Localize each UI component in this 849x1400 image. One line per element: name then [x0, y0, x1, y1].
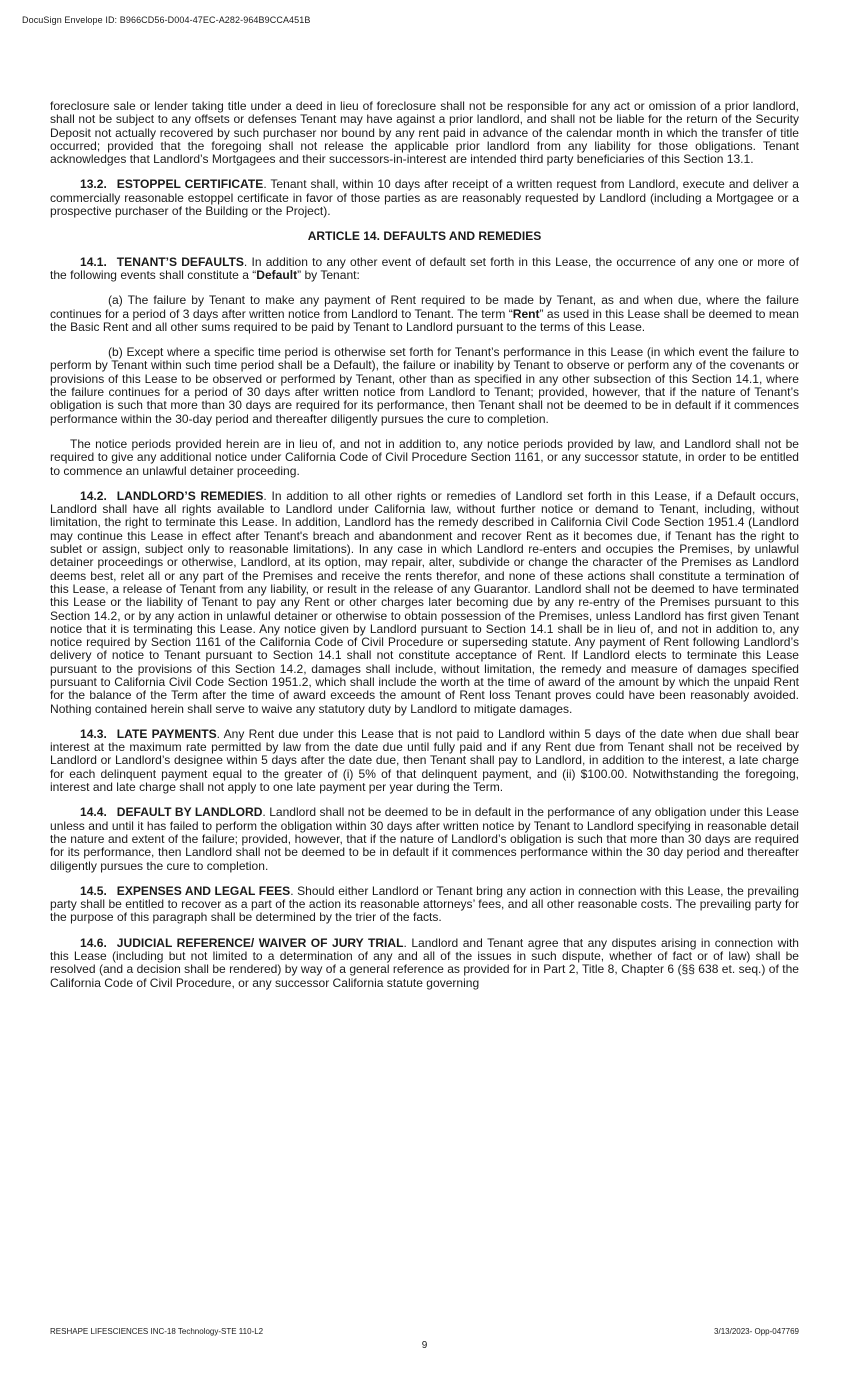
section-number: 14.4. — [80, 805, 107, 820]
section-13-2 — [50, 178, 799, 218]
item-a — [50, 294, 799, 334]
article-heading: ARTICLE 14. DEFAULTS AND REMEDIES — [307, 229, 542, 244]
document-body — [50, 100, 799, 1002]
section-title: JUDICIAL REFERENCE/ WAIVER OF JURY TRIAL — [116, 935, 404, 950]
section-14-3 — [50, 728, 799, 794]
section-number: 13.2. — [80, 177, 107, 192]
section-text: . In addition to all other rights or remedies of Landlord set forth in this Lease, if a Default occurs, Landlord shall have all rights available to Landlord under California law, without further notice or demand to Tenant, including, without limitation, the right to terminate this Lease. In addition, Landlord has the remedy described in California Civil Code Section 1951.4 (Landlord may continue this Lease in effect after Tenant's breach and abandonment and recover Rent as it becomes due, if Tenant has the right to sublet or assign, subject only to reasonable limitations). In any case in which Landlord re-enters and occupies the Premises, by unlawful detainer proceedings or otherwise, Landlord, at its option, may repair, alter, subdivide or change the character of the Premises as Landlord deems best, relet all or any part of the Premises and receive the rents therefor, and none of these actions shall constitute a termination of this Lease, a release of Tenant from any liability, or result in the release of any Guarantor. Landlord shall not be deemed to have terminated this Lease or the liability of Tenant to pay any Rent or other charges later becoming due by any re-entry of the Premises pursuant to this Section 14.2, or by any action in unlawful detainer or otherwise to obtain possession of the Premises, unless Landlord has first given Tenant notice that it is terminating this Lease. Any notice given by Landlord pursuant to Section 14.1 shall be in lieu of, and not in addition to, any notice required by Section 1161 of the California Code of Civil Procedure or superseding statute. Any payment of Rent following Landlord’s delivery of notice to Tenant pursuant to Section 14.1 shall not constitute acceptance of Rent. If Landlord elects to terminate this Lease pursuant to the provisions of this Section 14.2, damages shall include, without limitation, the remedy and measure of damages specified pursuant to California Civil Code Section 1951.2, which shall include the worth at the time of award of the amount by which the unpaid Rent for the balance of the Term after the time of award exceeds the amount of Rent loss Tenant proves could have been reasonably avoided. Nothing contained herein shall serve to waive any statutory duty by Landlord to mitigate damages. — [50, 488, 799, 716]
section-text: . Any Rent due under this Lease that is not paid to Landlord within 5 days of the date when due shall bear interest at the maximum rate permitted by law from the date due until fully paid and if any Rent due from Tenant shall not be received by Landlord or Landlord’s designee within 5 days after the date due, then Tenant shall pay to Landlord, in addition to the interest, a late charge for each delinquent payment equal to the greater of (i) 5% of that delinquent payment, and (ii) $100.00. Notwithstanding the foregoing, interest and late charge shall not apply to one late payment per year during the Term. — [50, 726, 799, 795]
section-text: . Should either Landlord or Tenant bring any action in connection with this Lease, the prevailing party shall be entitled to recover as a part of the action its reasonable attorneys’ fees, and all other reasonable costs. The prevailing party for the purpose of this paragraph shall be determined by the trier of the facts. — [50, 883, 799, 925]
section-number: 14.3. — [80, 726, 107, 741]
paragraph-notice: The notice periods provided herein are in lieu of, and not in addition to, any notice periods provided by law, and Landlord shall not be required to give any additional notice under California Code of Civil Procedure Section 1161, or any successor statute, in order to be entitled to commence an unlawful detainer proceeding. — [50, 436, 799, 478]
item-text: ” as used in this Lease shall be deemed to mean the Basic Rent and all other sums required to be paid by Tenant to Landlord pursuant to the terms of this Lease. — [50, 306, 799, 334]
section-number: 14.2. — [80, 488, 107, 503]
section-title: TENANT’S DEFAULTS — [116, 254, 244, 269]
section-14-4 — [50, 806, 799, 872]
section-title: ESTOPPEL CERTIFICATE — [116, 177, 264, 192]
section-text: . Tenant shall, within 10 days after receipt of a written request from Landlord, execute and deliver a commercially reasonable estoppel certificate in favor of those parties as are reasonably requested by Landlord (including a Mortgagee or a prospective purchaser of the Building or the Project). — [50, 177, 800, 219]
footer-date-ref: 3/13/2023- Opp-047769 — [714, 1327, 799, 1336]
item-text: (a) The failure by Tenant to make any payment of Rent required to be made by Tenant, as and when due, where the failure continues for a period of 3 days after written notice from Landlord to Tenant. The term “ — [50, 293, 799, 321]
section-title: LANDLORD’S REMEDIES — [116, 488, 264, 503]
section-title: LATE PAYMENTS — [116, 726, 217, 741]
section-14-2 — [50, 490, 799, 716]
section-title: EXPENSES AND LEGAL FEES — [116, 883, 291, 898]
section-14-1 — [50, 256, 799, 283]
defined-term: Default — [256, 267, 298, 282]
section-14-5 — [50, 885, 799, 925]
docusign-envelope-id: DocuSign Envelope ID: B966CD56-D004-47EC-A282-964B9CCA451B — [22, 15, 311, 25]
section-text: ” by Tenant: — [297, 267, 360, 282]
paragraph-continuation: foreclosure sale or lender taking title under a deed in lieu of foreclosure shall not be responsible for any act or omission of a prior landlord, shall not be subject to any offsets or defenses Tenant may have against a prior landlord, and shall not be liable for the return of the Security Deposit not actually recovered by such purchaser nor bound by any rent paid in advance of the calendar month in which the transfer of title occurred; provided that the foregoing shall not release the applicable prior landlord from any liability for those obligations. Tenant acknowledges that Landlord’s Mortgagees and their successors-in-interest are intended third party beneficiaries of this Section 13.1. — [50, 99, 799, 167]
section-14-6 — [50, 937, 799, 990]
footer-document-label: RESHAPE LIFESCIENCES INC-18 Technology-STE 110-L2 — [50, 1327, 264, 1336]
section-text: . In addition to any other event of default set forth in this Lease, the occurrence of any one or more of the following events shall constitute a “ — [50, 254, 799, 282]
item-b: (b) Except where a specific time period is otherwise set forth for Tenant’s performance in this Lease (in which event the failure to perform by Tenant within such time period shall be a Default), the failure or inability by Tenant to observe or perform any of the covenants or provisions of this Lease to be observed or performed by Tenant, other than as specified in any other subsection of this Section 14.1, where the failure continues for a period of 30 days after written notice from Landlord to Tenant; provided, however, that if the nature of Tenant’s obligation is such that more than 30 days are required for its performance, then Tenant shall not be deemed to be in default if it commences performance within the 30-day period and thereafter diligently pursues the cure to completion. — [50, 345, 799, 426]
section-number: 14.1. — [80, 254, 107, 269]
page-number: 9 — [421, 1340, 428, 1351]
section-number: 14.5. — [80, 883, 107, 898]
section-number: 14.6. — [80, 935, 107, 950]
section-title: DEFAULT BY LANDLORD — [116, 805, 263, 820]
section-text: . Landlord and Tenant agree that any disputes arising in connection with this Lease (including but not limited to a determination of any and all of the issues in such dispute, whether of fact or of law) shall be resolved (and a decision shall be rendered) by way of a general reference as provided for in Part 2, Title 8, Chapter 6 (§§ 638 et. seq.) of the California Code of Civil Procedure, or any successor California statute governing — [50, 935, 800, 990]
section-text: . Landlord shall not be deemed to be in default in the performance of any obligation under this Lease unless and until it has failed to perform the obligation within 30 days after written notice by Tenant to Landlord specifying in reasonable detail the nature and extent of the failure; provided, however, that if the nature of Landlord’s obligation is such that more than 30 days are required for its performance, then Landlord shall not be deemed to be in default if it commences performance within the 30 day period and thereafter diligently pursues the cure to completion. — [50, 805, 799, 873]
defined-term: Rent — [512, 306, 540, 321]
